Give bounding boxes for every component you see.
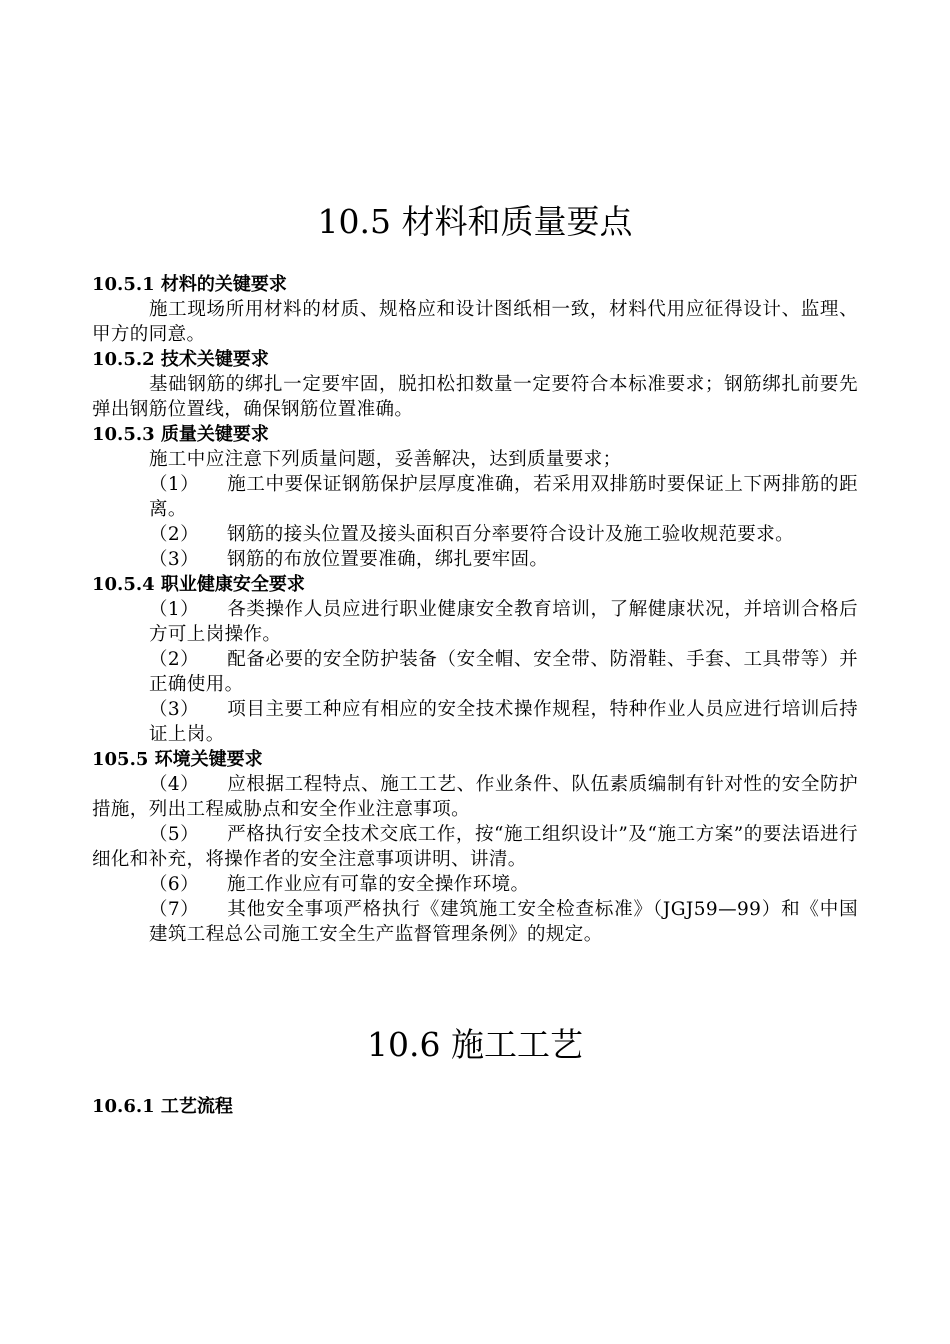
list-item	[92, 697, 858, 747]
list-item	[92, 547, 858, 572]
list-item-number: （1）	[149, 599, 199, 620]
list-item	[92, 772, 858, 822]
list-item-number: （3）	[149, 699, 199, 720]
section-title-10-6: 10.6 施工工艺	[367, 1025, 583, 1064]
heading-10-5-1: 10.5.1 材料的关键要求	[92, 274, 287, 295]
list-item-number: （5）	[149, 824, 199, 845]
heading-10-6-1: 10.6.1 工艺流程	[92, 1096, 233, 1117]
list-item-text: 施工中要保证钢筋保护层厚度准确，若采用双排筋时要保证上下两排筋的距离。	[149, 474, 858, 520]
list-item	[92, 597, 858, 647]
list-item-text: 钢筋的接头位置及接头面积百分率要符合设计及施工验收规范要求。	[227, 524, 795, 545]
heading-10-5-3: 10.5.3 质量关键要求	[92, 424, 269, 445]
section-body-10-6	[92, 1094, 858, 1119]
list-item-text: 配备必要的安全防护装备（安全帽、安全带、防滑鞋、手套、工具带等）并正确使用。	[149, 649, 858, 695]
list-item-number: （4）	[149, 774, 199, 795]
list-item-number: （6）	[149, 874, 199, 895]
list-item-text: 各类操作人员应进行职业健康安全教育培训，了解健康状况，并培训合格后方可上岗操作。	[149, 599, 858, 645]
heading-10-5-2: 10.5.2 技术关键要求	[92, 349, 269, 370]
heading-10-5-4: 10.5.4 职业健康安全要求	[92, 574, 305, 595]
list-item-number: （2）	[149, 649, 199, 670]
list-item	[92, 522, 858, 547]
list-item-number: （7）	[149, 899, 199, 920]
list-item	[92, 872, 858, 897]
paragraph-10-5-1: 施工现场所用材料的材质、规格应和设计图纸相一致，材料代用应征得设计、监理、甲方的同意。	[92, 299, 858, 345]
list-item-number: （3）	[149, 549, 199, 570]
list-item-text: 严格执行安全技术交底工作，按“施工组织设计”及“施工方案”的要法语进行细化和补充，将操作者的安全注意事项讲明、讲清。	[92, 824, 858, 870]
list-item-number: （2）	[149, 524, 199, 545]
paragraph-10-5-3-intro: 施工中应注意下列质量问题，妥善解决，达到质量要求；	[149, 449, 622, 470]
list-item	[92, 472, 858, 522]
section-title-10-5: 10.5 材料和质量要点	[317, 202, 633, 241]
section-body-10-5	[92, 272, 858, 947]
heading-10-5-5: 105.5 环境关键要求	[92, 749, 263, 770]
list-item-text: 钢筋的布放位置要准确，绑扎要牢固。	[227, 549, 549, 570]
list-item	[92, 822, 858, 872]
list-item-text: 项目主要工种应有相应的安全技术操作规程，特种作业人员应进行培训后持证上岗。	[149, 699, 858, 745]
list-item-text: 其他安全事项严格执行《建筑施工安全检查标准》（JGJ59—99）和《中国建筑工程总公司施工安全生产监督管理条例》的规定。	[149, 899, 858, 945]
list-item-number: （1）	[149, 474, 199, 495]
list-item-text: 应根据工程特点、施工工艺、作业条件、队伍素质编制有针对性的安全防护措施，列出工程威胁点和安全作业注意事项。	[92, 774, 858, 820]
list-item	[92, 897, 858, 947]
paragraph-10-5-2: 基础钢筋的绑扎一定要牢固，脱扣松扣数量一定要符合本标准要求；钢筋绑扎前要先弹出钢筋位置线，确保钢筋位置准确。	[92, 374, 858, 420]
list-item-text: 施工作业应有可靠的安全操作环境。	[227, 874, 530, 895]
list-item	[92, 647, 858, 697]
